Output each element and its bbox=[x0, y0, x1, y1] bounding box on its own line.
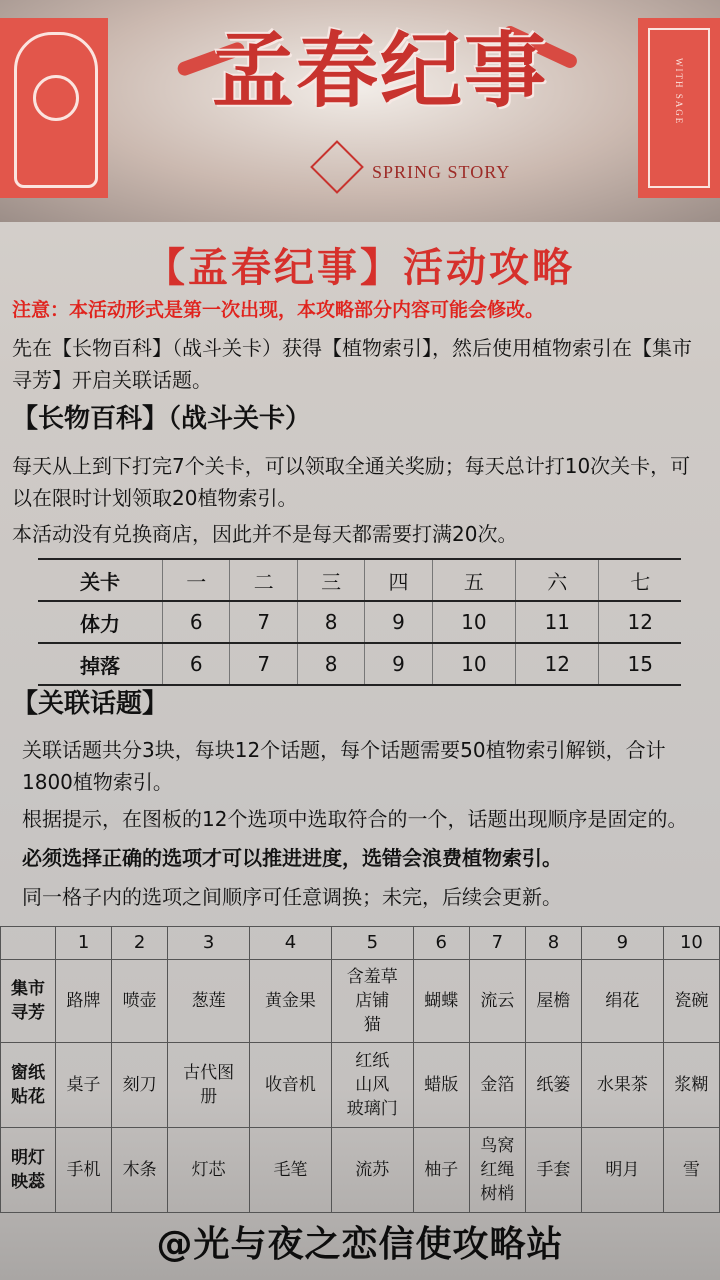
seal-icon bbox=[310, 140, 364, 194]
table-cell: 5 bbox=[331, 927, 413, 960]
table-cell bbox=[1, 927, 56, 960]
table-cell: 刻刀 bbox=[112, 1043, 168, 1128]
table-row bbox=[1, 960, 720, 1043]
table-cell: 七 bbox=[599, 559, 681, 601]
table-cell: 关卡 bbox=[38, 559, 163, 601]
table-cell: 纸篓 bbox=[525, 1043, 581, 1128]
table-cell: 15 bbox=[599, 643, 681, 685]
footer-watermark: @光与夜之恋信使攻略站 bbox=[156, 1224, 564, 1265]
table-cell: 10 bbox=[663, 927, 719, 960]
table-cell: 浆糊 bbox=[663, 1043, 719, 1128]
table-cell: 9 bbox=[365, 643, 432, 685]
table-row bbox=[38, 601, 681, 643]
banner-image bbox=[0, 0, 720, 222]
table-cell: 绢花 bbox=[581, 960, 663, 1043]
table-cell: 1 bbox=[56, 927, 112, 960]
table-cell: 瓷碗 bbox=[663, 960, 719, 1043]
table-cell: 8 bbox=[297, 601, 364, 643]
table-cell: 三 bbox=[297, 559, 364, 601]
table-cell: 桌子 bbox=[56, 1043, 112, 1128]
table-cell: 6 bbox=[413, 927, 469, 960]
table-cell: 含羞草 店铺 猫 bbox=[331, 960, 413, 1043]
table-cell: 12 bbox=[516, 643, 599, 685]
table-cell: 红纸 山风 玻璃门 bbox=[331, 1043, 413, 1128]
table-cell: 喷壶 bbox=[112, 960, 168, 1043]
table-cell: 柚子 bbox=[413, 1128, 469, 1213]
table-cell: 掉落 bbox=[38, 643, 163, 685]
topic-table bbox=[0, 926, 720, 1213]
table-cell: 10 bbox=[432, 643, 515, 685]
papercut-panel-right bbox=[638, 18, 720, 198]
table-cell: 7 bbox=[469, 927, 525, 960]
table-cell: 7 bbox=[230, 643, 297, 685]
table-cell: 毛笔 bbox=[250, 1128, 332, 1213]
table-cell: 蜡版 bbox=[413, 1043, 469, 1128]
table-cell: 8 bbox=[525, 927, 581, 960]
table-cell: 3 bbox=[168, 927, 250, 960]
table-cell: 葱莲 bbox=[168, 960, 250, 1043]
table-cell: 四 bbox=[365, 559, 432, 601]
table-cell: 一 bbox=[163, 559, 230, 601]
section1-para1: 每天从上到下打完7个关卡，可以领取全通关奖励；每天总计打10次关卡，可以在限时计划领取20植物索引。 bbox=[12, 454, 691, 510]
table-cell: 蝴蝶 bbox=[413, 960, 469, 1043]
table-cell: 10 bbox=[432, 601, 515, 643]
table-cell: 9 bbox=[581, 927, 663, 960]
stage-table-header bbox=[38, 559, 681, 601]
table-cell: 6 bbox=[163, 643, 230, 685]
table-cell: 体力 bbox=[38, 601, 163, 643]
table-cell: 六 bbox=[516, 559, 599, 601]
table-cell: 4 bbox=[250, 927, 332, 960]
table-cell: 木条 bbox=[112, 1128, 168, 1213]
table-cell: 9 bbox=[365, 601, 432, 643]
section2-para3: 必须选择正确的选项才可以推进进度，选错会浪费植物索引。 bbox=[22, 846, 562, 870]
banner-title: 孟春纪事 bbox=[211, 23, 548, 119]
table-row bbox=[1, 1043, 720, 1128]
table-row bbox=[1, 1128, 720, 1213]
section2-heading: 【关联话题】 bbox=[12, 689, 169, 719]
table-cell: 屋檐 bbox=[525, 960, 581, 1043]
table-cell: 流苏 bbox=[331, 1128, 413, 1213]
table-cell: 古代图 册 bbox=[168, 1043, 250, 1128]
table-cell: 黄金果 bbox=[250, 960, 332, 1043]
row-header: 明灯 映蕊 bbox=[1, 1128, 56, 1213]
row-header: 窗纸 贴花 bbox=[1, 1043, 56, 1128]
table-cell: 流云 bbox=[469, 960, 525, 1043]
table-cell: 7 bbox=[230, 601, 297, 643]
notice-text: 注意：本活动形式是第一次出现，本攻略部分内容可能会修改。 bbox=[12, 299, 545, 321]
section2-para4: 同一格子内的选项之间顺序可任意调换；未完，后续会更新。 bbox=[22, 885, 562, 909]
section1-para2: 本活动没有兑换商店，因此并不是每天都需要打满20次。 bbox=[12, 522, 518, 546]
section2-para1: 关联话题共分3块，每块12个话题，每个话题需要50植物索引解锁，合计1800植物索引。 bbox=[22, 738, 666, 794]
banner-side-tag: WITH SAGE bbox=[674, 58, 684, 126]
page-title: 【孟春纪事】活动攻略 bbox=[145, 245, 575, 291]
table-row bbox=[38, 643, 681, 685]
table-cell: 手机 bbox=[56, 1128, 112, 1213]
section1-heading: 【长物百科】（战斗关卡） bbox=[12, 404, 312, 434]
table-cell: 收音机 bbox=[250, 1043, 332, 1128]
table-cell: 鸟窝 红绳 树梢 bbox=[469, 1128, 525, 1213]
stage-table bbox=[38, 558, 681, 686]
table-cell: 水果茶 bbox=[581, 1043, 663, 1128]
table-cell: 11 bbox=[516, 601, 599, 643]
table-cell: 二 bbox=[230, 559, 297, 601]
section2-para2: 根据提示，在图板的12个选项中选取符合的一个，话题出现顺序是固定的。 bbox=[22, 807, 688, 831]
table-cell: 雪 bbox=[663, 1128, 719, 1213]
papercut-panel-left bbox=[0, 18, 108, 198]
table-cell: 6 bbox=[163, 601, 230, 643]
banner-subtitle: SPRING STORY bbox=[372, 162, 511, 182]
table-cell: 8 bbox=[297, 643, 364, 685]
table-cell: 明月 bbox=[581, 1128, 663, 1213]
row-header: 集市 寻芳 bbox=[1, 960, 56, 1043]
table-cell: 手套 bbox=[525, 1128, 581, 1213]
table-cell: 金箔 bbox=[469, 1043, 525, 1128]
table-cell: 路牌 bbox=[56, 960, 112, 1043]
table-cell: 12 bbox=[599, 601, 681, 643]
intro-text: 先在【长物百科】（战斗关卡）获得【植物索引】，然后使用植物索引在【集市寻芳】开启关联话题。 bbox=[12, 336, 692, 392]
table-cell: 灯芯 bbox=[168, 1128, 250, 1213]
table-cell: 2 bbox=[112, 927, 168, 960]
topic-table-header bbox=[1, 927, 720, 960]
table-cell: 五 bbox=[432, 559, 515, 601]
